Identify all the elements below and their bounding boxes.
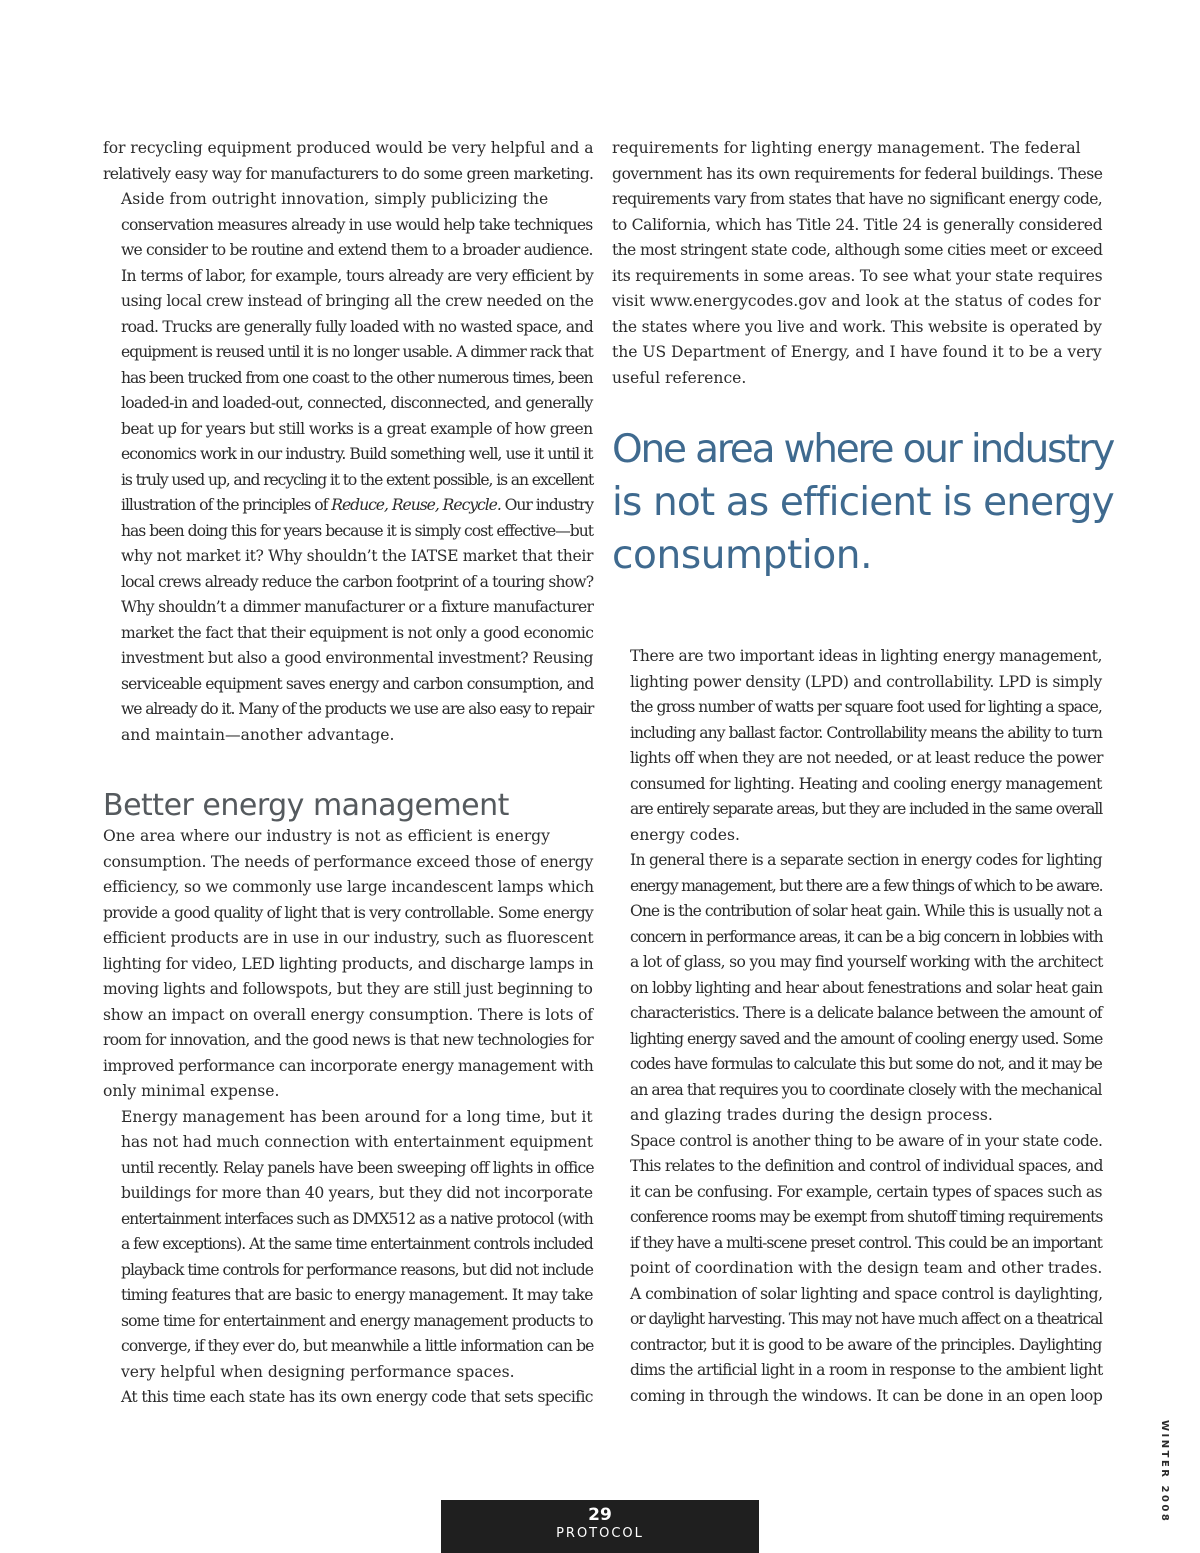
text-line: the states where you live and work. This website is operated by: [612, 317, 1102, 336]
text-line: efficient products are in use in our industry, such as fluorescent: [103, 929, 594, 947]
paragraph: [612, 1129, 1102, 1282]
text-line: for recycling equipment produced would be very helpful and a: [103, 139, 594, 157]
text-line: Why shouldn’t a dimmer manufacturer or a fixture manufacturer: [121, 598, 594, 616]
text-line: show an impact on overall energy consumption. There is lots of: [103, 1005, 593, 1024]
text-line: consumption.: [612, 533, 873, 578]
paragraph: [103, 136, 593, 187]
text-line: very helpful when designing performance spaces.: [121, 1362, 515, 1381]
text-line: This relates to the definition and control of individual spaces, and: [630, 1157, 1103, 1175]
text-line: visit www.energycodes.gov and look at the status of codes for: [612, 292, 1101, 310]
text-line: timing features that are basic to energy management. It may take: [121, 1286, 593, 1304]
paragraph: [612, 644, 1102, 848]
text-line: energy management, but there are a few things of which to be aware.: [630, 876, 1103, 895]
text-line: local crews already reduce the carbon footprint of a touring show?: [121, 572, 594, 591]
text-line: concern in performance areas, it can be a big concern in lobbies with: [630, 927, 1103, 946]
text-line: has been doing this for years because it is simply cost effective—but: [121, 521, 594, 540]
text-line: provide a good quality of light that is very controllable. Some energy: [103, 903, 593, 922]
italic-phrase: Reduce, Reuse, Recycle.: [331, 496, 501, 514]
text-line: One area where our industry is not as efficient is energy: [103, 827, 550, 845]
left-column: [103, 136, 593, 1411]
text-line: we already do it. Many of the products we use are also easy to repair: [121, 700, 594, 718]
text-line: point of coordination with the design team and other trades.: [630, 1259, 1103, 1277]
text-line: beat up for years but still works is a great example of how green: [121, 419, 593, 438]
text-line: Space control is another thing to be aware of in your state code.: [630, 1131, 1103, 1150]
text-line: or daylight harvesting. This may not have much affect on a theatrical: [630, 1310, 1103, 1328]
text-line: improved performance can incorporate energy management with: [103, 1056, 594, 1075]
text-line: investment but also a good environmental investment? Reusing: [121, 649, 593, 667]
text-line: why not market it? Why shouldn’t the IATSE market that their: [121, 547, 594, 565]
text-line: illustration of the principles of Reduce, Reuse, Recycle. Our industry: [121, 496, 593, 514]
text-line: using local crew instead of bringing all the crew needed on the: [121, 292, 594, 310]
folio-box: [441, 1500, 759, 1553]
text-line: market the fact that their equipment is not only a good economic: [121, 623, 594, 642]
text-line: including any ballast factor. Controllability means the ability to turn: [630, 723, 1102, 742]
text-line: loaded-in and loaded-out, connected, disconnected, and generally: [121, 394, 593, 412]
issue-label: WINTER 2008: [1159, 1420, 1170, 1524]
text-line: One is the contribution of solar heat gain. While this is usually not a: [630, 902, 1102, 920]
text-line: lighting energy saved and the amount of cooling energy used. Some: [630, 1029, 1103, 1048]
right-column: [612, 136, 1114, 1409]
text-line: consumption. The needs of performance exceed those of energy: [103, 852, 593, 871]
text-line: In general there is a separate section in energy codes for lighting: [630, 851, 1102, 869]
page-number: 29: [588, 1505, 612, 1525]
text-line: coming in through the windows. It can be done in an open loop: [630, 1386, 1103, 1405]
paragraph: [612, 136, 1102, 391]
text-line: a few exceptions). At the same time entertainment controls included: [121, 1235, 593, 1253]
paragraph: [612, 848, 1102, 1129]
text-line: it can be confusing. For example, certain types of spaces such as: [630, 1182, 1102, 1201]
text-line: requirements vary from states that have no significant energy code,: [612, 190, 1102, 208]
text-line: road. Trucks are generally fully loaded with no wasted space, and: [121, 317, 593, 336]
text-line: efficiency, so we commonly use large incandescent lamps which: [103, 878, 594, 896]
paragraph: [103, 187, 593, 748]
paragraph: [103, 824, 593, 1105]
text-line: playback time controls for performance reasons, but did not include: [121, 1260, 593, 1279]
text-line: conference rooms may be exempt from shutoff timing requirements: [630, 1208, 1103, 1226]
text-line: converge, if they ever do, but meanwhile a little information can be: [121, 1337, 594, 1355]
text-line: the gross number of watts per square foot used for lighting a space,: [630, 698, 1102, 716]
text-line: and glazing trades during the design process.: [630, 1106, 993, 1124]
text-line: some time for entertainment and energy management products to: [121, 1311, 593, 1330]
text-line: entertainment interfaces such as DMX512 as a native protocol (with: [121, 1209, 593, 1228]
text-line: buildings for more than 40 years, but they did not incorporate: [121, 1184, 593, 1202]
text-line: lights off when they are not needed, or at least reduce the power: [630, 749, 1103, 767]
text-line: Energy management has been around for a long time, but it: [121, 1107, 593, 1126]
text-line: and maintain—another advantage.: [121, 725, 395, 744]
paragraph: [103, 1105, 593, 1386]
text-line: lighting power density (LPD) and controllability. LPD is simply: [630, 672, 1102, 691]
text-line: In terms of labor, for example, tours already are very efficient by: [121, 266, 594, 285]
pull-quote: [612, 423, 1114, 582]
text-line: has not had much connection with entertainment equipment: [121, 1133, 593, 1151]
text-line: until recently. Relay panels have been sweeping off lights in office: [121, 1158, 594, 1177]
text-line: is truly used up, and recycling it to the extent possible, is an excellent: [121, 470, 594, 489]
text-line: useful reference.: [612, 368, 747, 387]
text-line: characteristics. There is a delicate balance between the amount of: [630, 1004, 1102, 1022]
text-line: consumed for lighting. Heating and cooling energy management: [630, 774, 1102, 793]
text-line: One area where our industry: [612, 427, 1114, 472]
text-line: only minimal expense.: [103, 1082, 280, 1100]
text-line: serviceable equipment saves energy and carbon consumption, and: [121, 674, 594, 693]
text-line: At this time each state has its own energy code that sets specific: [121, 1388, 593, 1406]
text-line: its requirements in some areas. To see what your state requires: [612, 266, 1103, 285]
paragraph: [612, 1282, 1102, 1410]
text-line: conservation measures already in use would help take techniques: [121, 215, 593, 234]
text-line: the US Department of Energy, and I have found it to be a very: [612, 343, 1102, 361]
text-line: the most stringent state code, although some cities meet or exceed: [612, 241, 1103, 259]
text-line: are entirely separate areas, but they are included in the same overall: [630, 800, 1103, 818]
text-line: economics work in our industry. Build something well, use it until it: [121, 445, 593, 463]
text-line: A combination of solar lighting and space control is daylighting,: [630, 1284, 1103, 1303]
paragraph: [103, 1385, 593, 1411]
text-line: lighting for video, LED lighting products, and discharge lamps in: [103, 954, 594, 973]
text-line: we consider to be routine and extend them to a broader audience.: [121, 241, 593, 259]
text-line: relatively easy way for manufacturers to do some green marketing.: [103, 164, 594, 183]
text-line: dims the artificial light in a room in response to the ambient light: [630, 1361, 1103, 1379]
text-line: has been trucked from one coast to the other numerous times, been: [121, 368, 593, 387]
text-line: There are two important ideas in lighting energy management,: [630, 647, 1102, 665]
text-line: is not as efficient is energy: [612, 480, 1114, 525]
text-line: contractor, but it is good to be aware of the principles. Daylighting: [630, 1335, 1102, 1354]
text-line: Aside from outright innovation, simply publicizing the: [121, 190, 549, 208]
text-line: government has its own requirements for federal buildings. These: [612, 164, 1103, 183]
text-line: equipment is reused until it is no longer usable. A dimmer rack that: [121, 343, 593, 361]
text-line: requirements for lighting energy management. The federal: [612, 139, 1081, 157]
text-line: to California, which has Title 24. Title 24 is generally considered: [612, 215, 1103, 234]
text-line: room for innovation, and the good news is that new technologies for: [103, 1031, 593, 1049]
text-line: on lobby lighting and hear about fenestrations and solar heat gain: [630, 978, 1103, 997]
text-line: codes have formulas to calculate this but some do not, and it may be: [630, 1055, 1102, 1073]
text-line: an area that requires you to coordinate closely with the mechanical: [630, 1080, 1102, 1099]
section-heading: Better energy management: [103, 788, 509, 823]
text-line: if they have a multi-scene preset control. This could be an important: [630, 1233, 1102, 1252]
text-line: moving lights and followspots, but they are still just beginning to: [103, 980, 593, 998]
text-line: a lot of glass, so you may find yourself working with the architect: [630, 953, 1103, 971]
publication-name: PROTOCOL: [556, 1526, 644, 1541]
text-line: energy codes.: [630, 825, 740, 844]
